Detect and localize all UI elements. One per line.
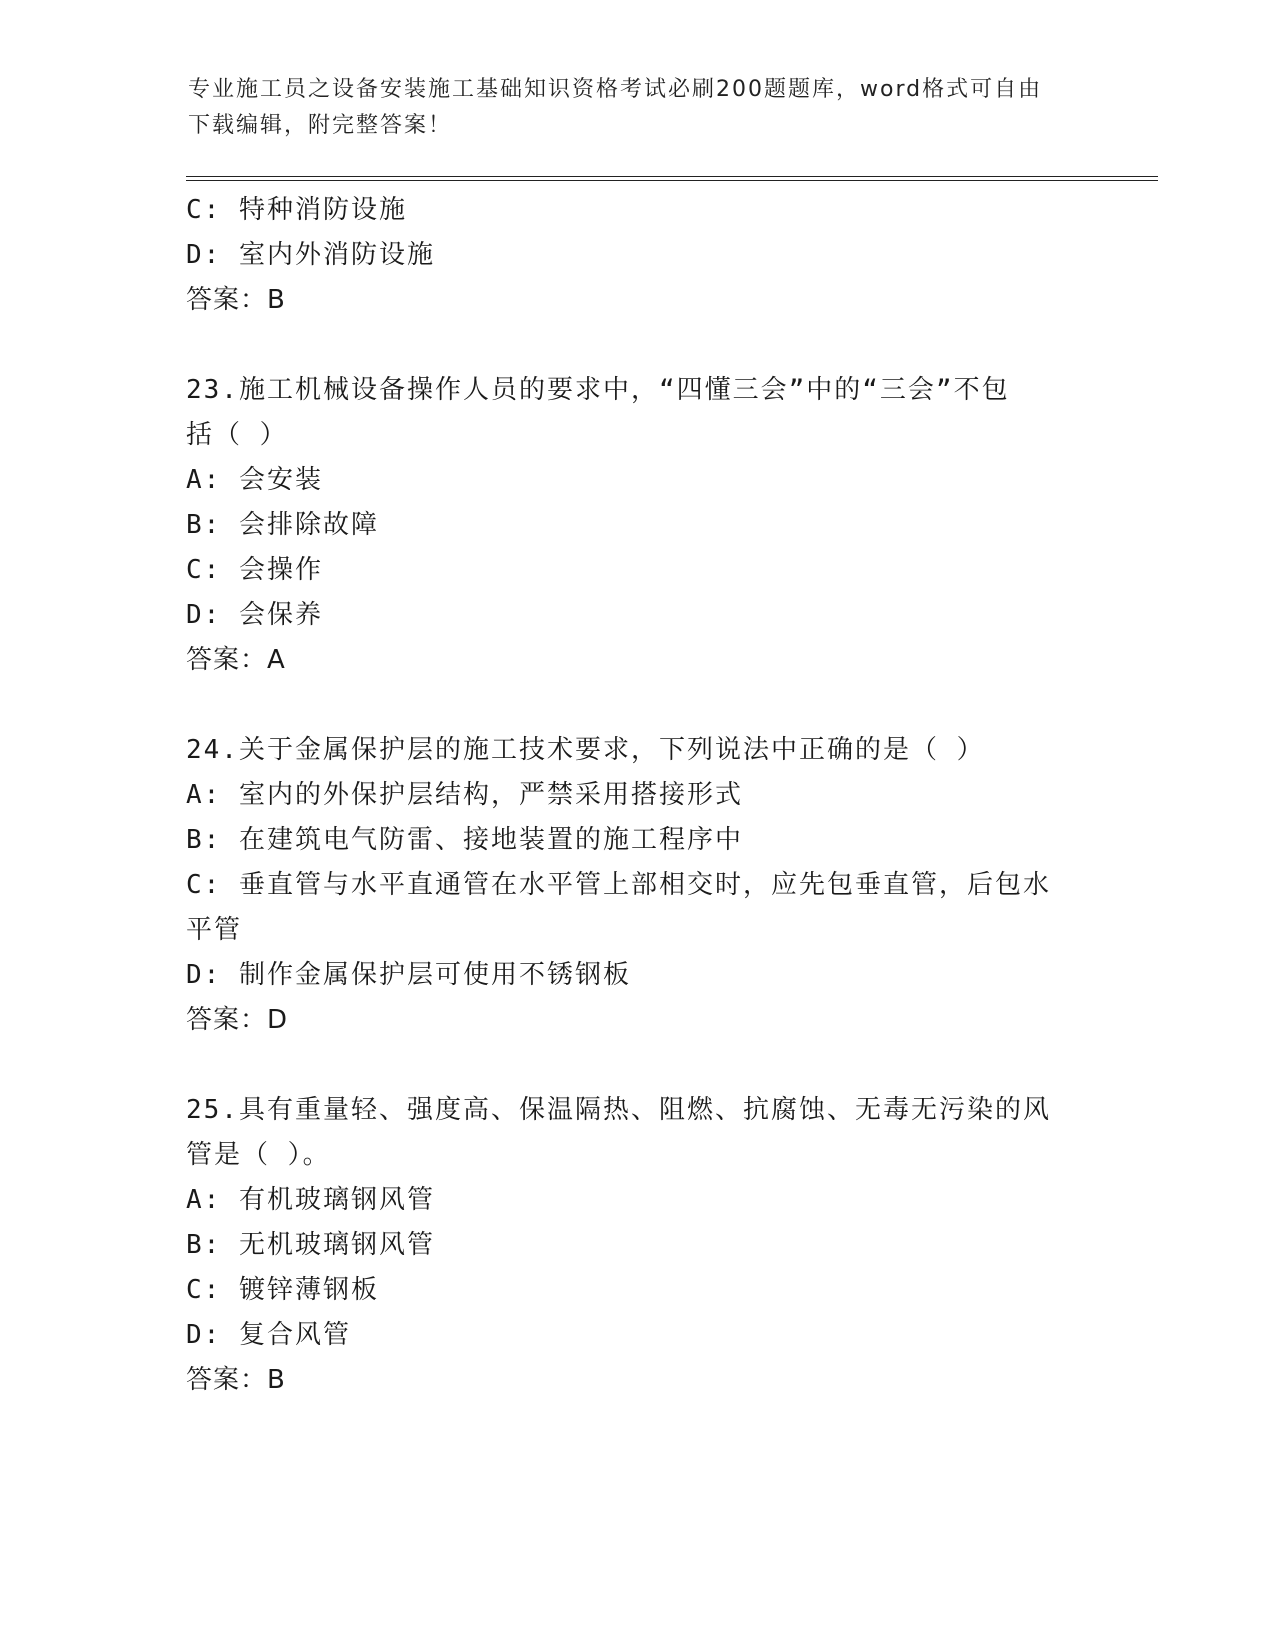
question-stem-continued: 管是（ ）。 xyxy=(186,1140,331,1170)
option-d: D: 制作金属保护层可使用不锈钢板 xyxy=(186,960,631,990)
option-c: C: 特种消防设施 xyxy=(186,195,407,225)
question-stem: 25.具有重量轻、强度高、保温隔热、阻燃、抗腐蚀、无毒无污染的风 xyxy=(186,1095,1051,1125)
answer-line: 答案：B xyxy=(186,1365,286,1395)
option-a: A: 会安装 xyxy=(186,465,323,495)
option-c: C: 垂直管与水平直通管在水平管上部相交时，应先包垂直管，后包水 xyxy=(186,870,1051,900)
option-c-continued: 平管 xyxy=(186,915,243,945)
question-stem: 23.施工机械设备操作人员的要求中，“四懂三会”中的“三会”不包 xyxy=(186,375,1010,405)
header-divider xyxy=(186,176,1158,181)
document-header xyxy=(188,72,1088,144)
option-b: B: 在建筑电气防雷、接地装置的施工程序中 xyxy=(186,825,743,855)
answer-line: 答案：A xyxy=(186,645,286,675)
option-b: B: 无机玻璃钢风管 xyxy=(186,1230,435,1260)
answer-line: 答案：D xyxy=(186,1005,289,1035)
answer-line: 答案：B xyxy=(186,285,286,315)
option-c: C: 镀锌薄钢板 xyxy=(186,1275,379,1305)
spacer xyxy=(186,323,1086,368)
option-d: D: 复合风管 xyxy=(186,1320,351,1350)
spacer xyxy=(186,683,1086,728)
question-23 xyxy=(186,368,1086,683)
option-c: C: 会操作 xyxy=(186,555,323,585)
question-22-continued xyxy=(186,188,1086,323)
header-title-line-2: 下载编辑，附完整答案！ xyxy=(188,113,453,138)
question-stem-continued: 括（ ） xyxy=(186,420,288,450)
question-25 xyxy=(186,1088,1086,1403)
option-d: D: 室内外消防设施 xyxy=(186,240,435,270)
option-d: D: 会保养 xyxy=(186,600,323,630)
question-24 xyxy=(186,728,1086,1043)
option-a: A: 室内的外保护层结构，严禁采用搭接形式 xyxy=(186,780,743,810)
question-list xyxy=(186,188,1086,1403)
header-title-line-1: 专业施工员之设备安装施工基础知识资格考试必刷200题题库，word格式可自由 xyxy=(188,77,1043,102)
option-a: A: 有机玻璃钢风管 xyxy=(186,1185,435,1215)
question-stem: 24.关于金属保护层的施工技术要求，下列说法中正确的是（ ） xyxy=(186,735,985,765)
spacer xyxy=(186,1043,1086,1088)
option-b: B: 会排除故障 xyxy=(186,510,379,540)
